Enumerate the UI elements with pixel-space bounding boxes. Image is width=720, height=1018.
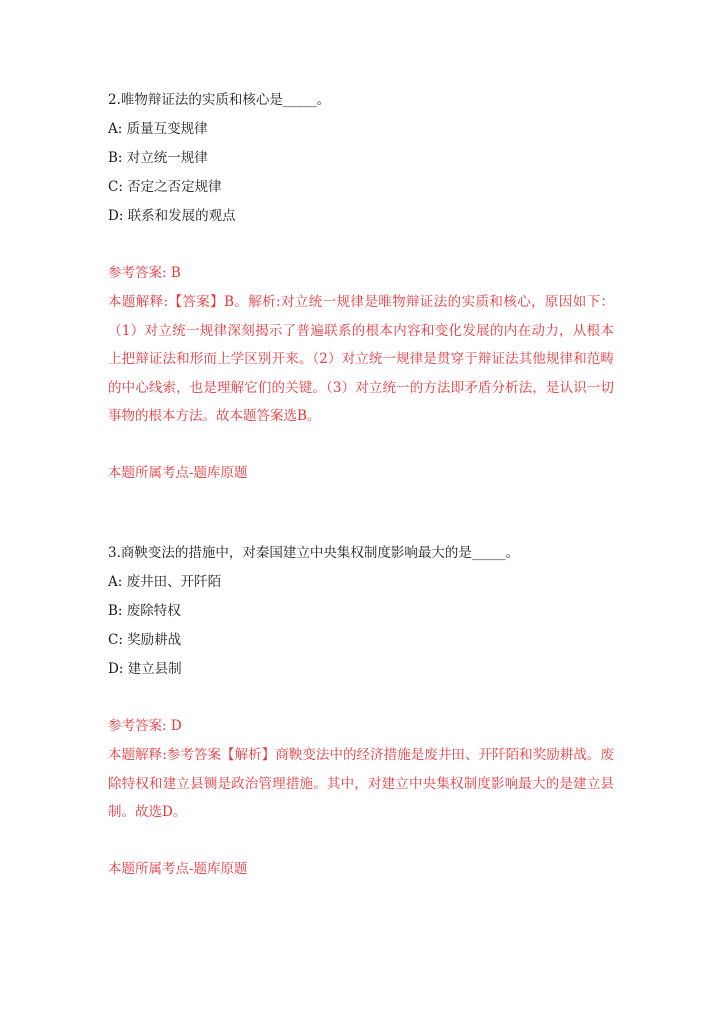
option-a: A: 质量互变规律: [108, 121, 208, 137]
source-tag: 本题所属考点-题库原题: [108, 464, 248, 481]
explanation-text: 本题解释:参考答案【解析】商鞅变法中的经济措施是废井田、开阡陌和奖励耕战。废除特权和建立县铡是政治管理措施。其中，对建立中央集权制度影响最大的是建立县制。故选D。: [108, 747, 614, 820]
question-stem: 3.商鞅变法的措施中，对秦国建立中央集权制度影响最大的是_____。: [108, 545, 520, 561]
answer-line: 参考答案: D: [108, 718, 182, 734]
question-block: [108, 86, 618, 488]
source-tag: 本题所属考点-题库原题: [108, 860, 248, 877]
question-stem: 2.唯物辩证法的实质和核心是_____。: [108, 92, 331, 108]
option-d: D: 联系和发展的观点: [108, 208, 236, 224]
option-c: C: 否定之否定规律: [108, 179, 222, 195]
question-block: [108, 539, 618, 884]
option-c: C: 奖励耕战: [108, 632, 182, 648]
explanation-text: 本题解释:【答案】B。解析:对立统一规律是唯物辩证法的实质和核心，原因如下：（1）对立统一规律深刻揭示了普遍联系的根本内容和变化发展的内在动力，从根本上把辩证法和形而上学区别开来。（2）对立统一规律是贯穿于辩证法其他规律和范畴的中心线索，也是理解它们的关键。（3）对立统一的方法即矛盾分析法，是认识一切事物的根本方法。故本题答案选B。: [108, 294, 614, 424]
answer-line: 参考答案: B: [108, 265, 181, 281]
option-d: D: 建立县制: [108, 661, 182, 677]
option-b: B: 废除特权: [108, 603, 181, 619]
option-b: B: 对立统一规律: [108, 150, 208, 166]
option-a: A: 废井田、开阡陌: [108, 574, 222, 590]
